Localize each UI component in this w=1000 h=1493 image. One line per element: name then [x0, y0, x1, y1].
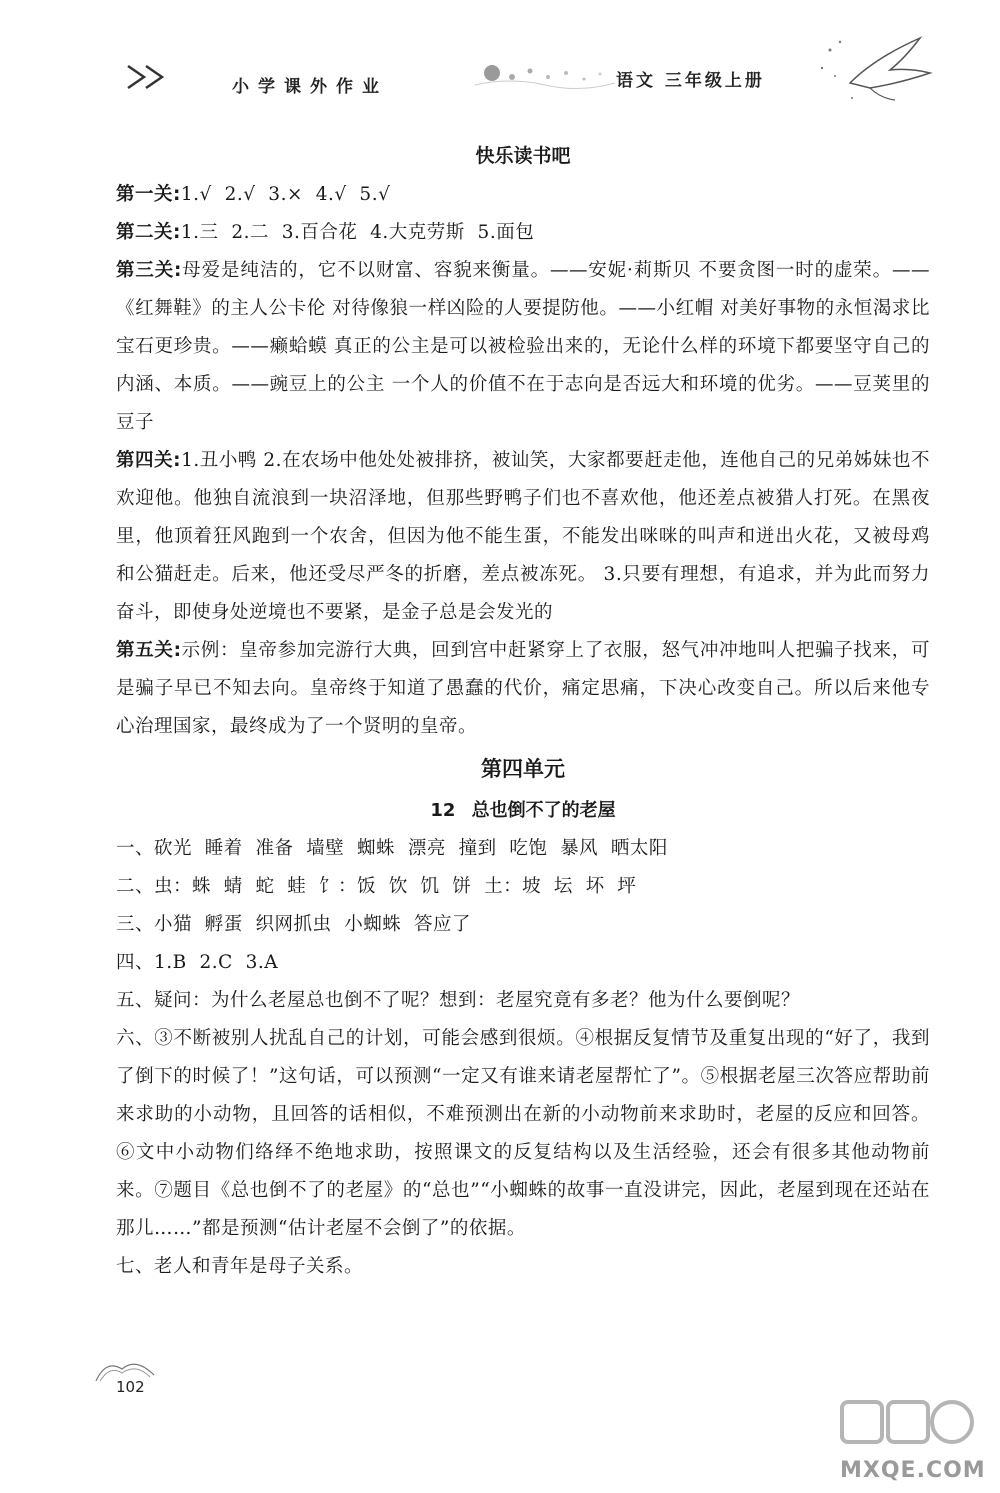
answer-paragraph	[116, 1248, 930, 1286]
dotted-wave-decoration	[470, 55, 620, 95]
answer-text: 母爱是纯洁的，它不以财富、容貌来衡量。——安妮·莉斯贝 不要贪图一时的虚荣。——《红舞鞋》的主人公卡伦 对待像狼一样凶险的人要提防他。——小红帽 对美好事物的永恒渴求比宝石更珍贵。——癞蛤蟆 真正的公主是可以被检验出来的，无论什么样的环境下都要坚守自己的内涵、本质。——豌豆上的公主 一个人的价值不在于志向是否远大和环境的优劣。——豆荚里的豆子	[116, 260, 930, 433]
answer-text: ③不断被别人扰乱自己的计划，可能会感到很烦。④根据反复情节及重复出现的“好了，我到了倒下的时候了！”这句话，可以预测“一定又有谁来请老屋帮忙了”。⑤根据老屋三次答应帮助前来求助的小动物，且回答的话相似，不难预测出在新的小动物前来求助时，老屋的反应和回答。⑥文中小动物们络绎不绝地求助，按照课文的反复结构以及生活经验，还会有很多其他动物前来。⑦题目《总也倒不了的老屋》的“总也”“小蜘蛛的故事一直没讲完，因此，老屋到现在还站在那儿……”都是预测“估计老屋不会倒了”的依据。	[116, 1028, 930, 1239]
answer-text: 小猫 孵蛋 织网抓虫 小蜘蛛 答应了	[154, 914, 472, 935]
answer-text: 老人和青年是母子关系。	[154, 1256, 364, 1277]
answer-label: 六、	[116, 1028, 155, 1049]
answer-label: 第一关:	[116, 184, 181, 205]
lesson-name: 总也倒不了的老屋	[471, 800, 616, 821]
answer-text: 1.√ 2.√ 3.× 4.√ 5.√	[180, 184, 391, 205]
answer-label: 四、	[116, 952, 155, 973]
series-title: 小学课外作业	[232, 77, 388, 97]
answer-label: 七、	[116, 1256, 155, 1277]
double-chevron-icon	[126, 64, 170, 90]
page-header	[0, 0, 1000, 120]
page-number: 102	[116, 1378, 145, 1396]
answer-content	[116, 136, 930, 1286]
subject-grade: 语文 三年级上册	[616, 71, 765, 91]
answer-paragraph	[116, 944, 930, 982]
answer-paragraph	[116, 982, 930, 1020]
lesson-number: 12	[430, 800, 456, 821]
answer-paragraph	[116, 906, 930, 944]
watermark-text: MXQE.COM	[840, 1458, 986, 1483]
answer-paragraph	[116, 868, 930, 906]
answer-label: 五、	[116, 990, 155, 1011]
answer-paragraph	[116, 1020, 930, 1248]
lesson-title	[116, 792, 930, 830]
answer-label: 二、	[116, 876, 155, 897]
answer-label: 第四关:	[116, 450, 182, 471]
answer-label: 第五关:	[116, 640, 182, 661]
answer-paragraph	[116, 830, 930, 868]
unit-title: 第四单元	[481, 757, 565, 781]
answer-text: 1.丑小鸭 2.在农场中他处处被排挤，被讪笑，大家都要赶走他，连他自己的兄弟姊妹也不欢迎他。他独自流浪到一块沼泽地，但那些野鸭子们也不喜欢他，他还差点被猎人打死。在黑夜里，他顶着狂风跑到一个农舍，但因为他不能生蛋，不能发出咪咪的叫声和迸出火花，又被母鸡和公猫赶走。后来，他还受尽严冬的折磨，差点被冻死。 3.只要有理想，有追求，并为此而努力奋斗，即使身处逆境也不要紧，是金子总是会发光的	[116, 450, 930, 623]
bird-decoration-icon	[810, 28, 940, 108]
answer-paragraph	[116, 252, 930, 442]
answer-label: 三、	[116, 914, 155, 935]
section-title: 快乐读书吧	[475, 145, 571, 167]
answer-label: 一、	[116, 838, 155, 859]
answer-text: 砍光 睡着 准备 墙壁 蜘蛛 漂亮 撞到 吃饱 暴风 晒太阳	[154, 838, 668, 859]
answer-text: 虫：蛛 蜻 蛇 蛙 饣：饭 饮 饥 饼 土：坡 坛 坏 坪	[154, 876, 637, 897]
answer-text: 1.B 2.C 3.A	[154, 952, 279, 973]
answer-paragraph	[116, 214, 930, 252]
answer-text: 1.三 2.二 3.百合花 4.大克劳斯 5.面包	[180, 222, 535, 243]
answer-paragraph	[116, 442, 930, 632]
answer-label: 第三关:	[116, 260, 182, 281]
answer-paragraph	[116, 632, 930, 746]
answer-text: 示例：皇帝参加完游行大典，回到宫中赶紧穿上了衣服，怒气冲冲地叫人把骗子找来，可是骗子早已不知去向。皇帝终于知道了愚蠢的代价，痛定思痛，下决心改变自己。所以后来他专心治理国家，最终成为了一个贤明的皇帝。	[116, 640, 930, 737]
answer-label: 第二关:	[116, 222, 181, 243]
answer-paragraph	[116, 176, 930, 214]
answer-text: 疑问：为什么老屋总也倒不了呢？想到：老屋究竟有多老？他为什么要倒呢？	[154, 990, 801, 1011]
